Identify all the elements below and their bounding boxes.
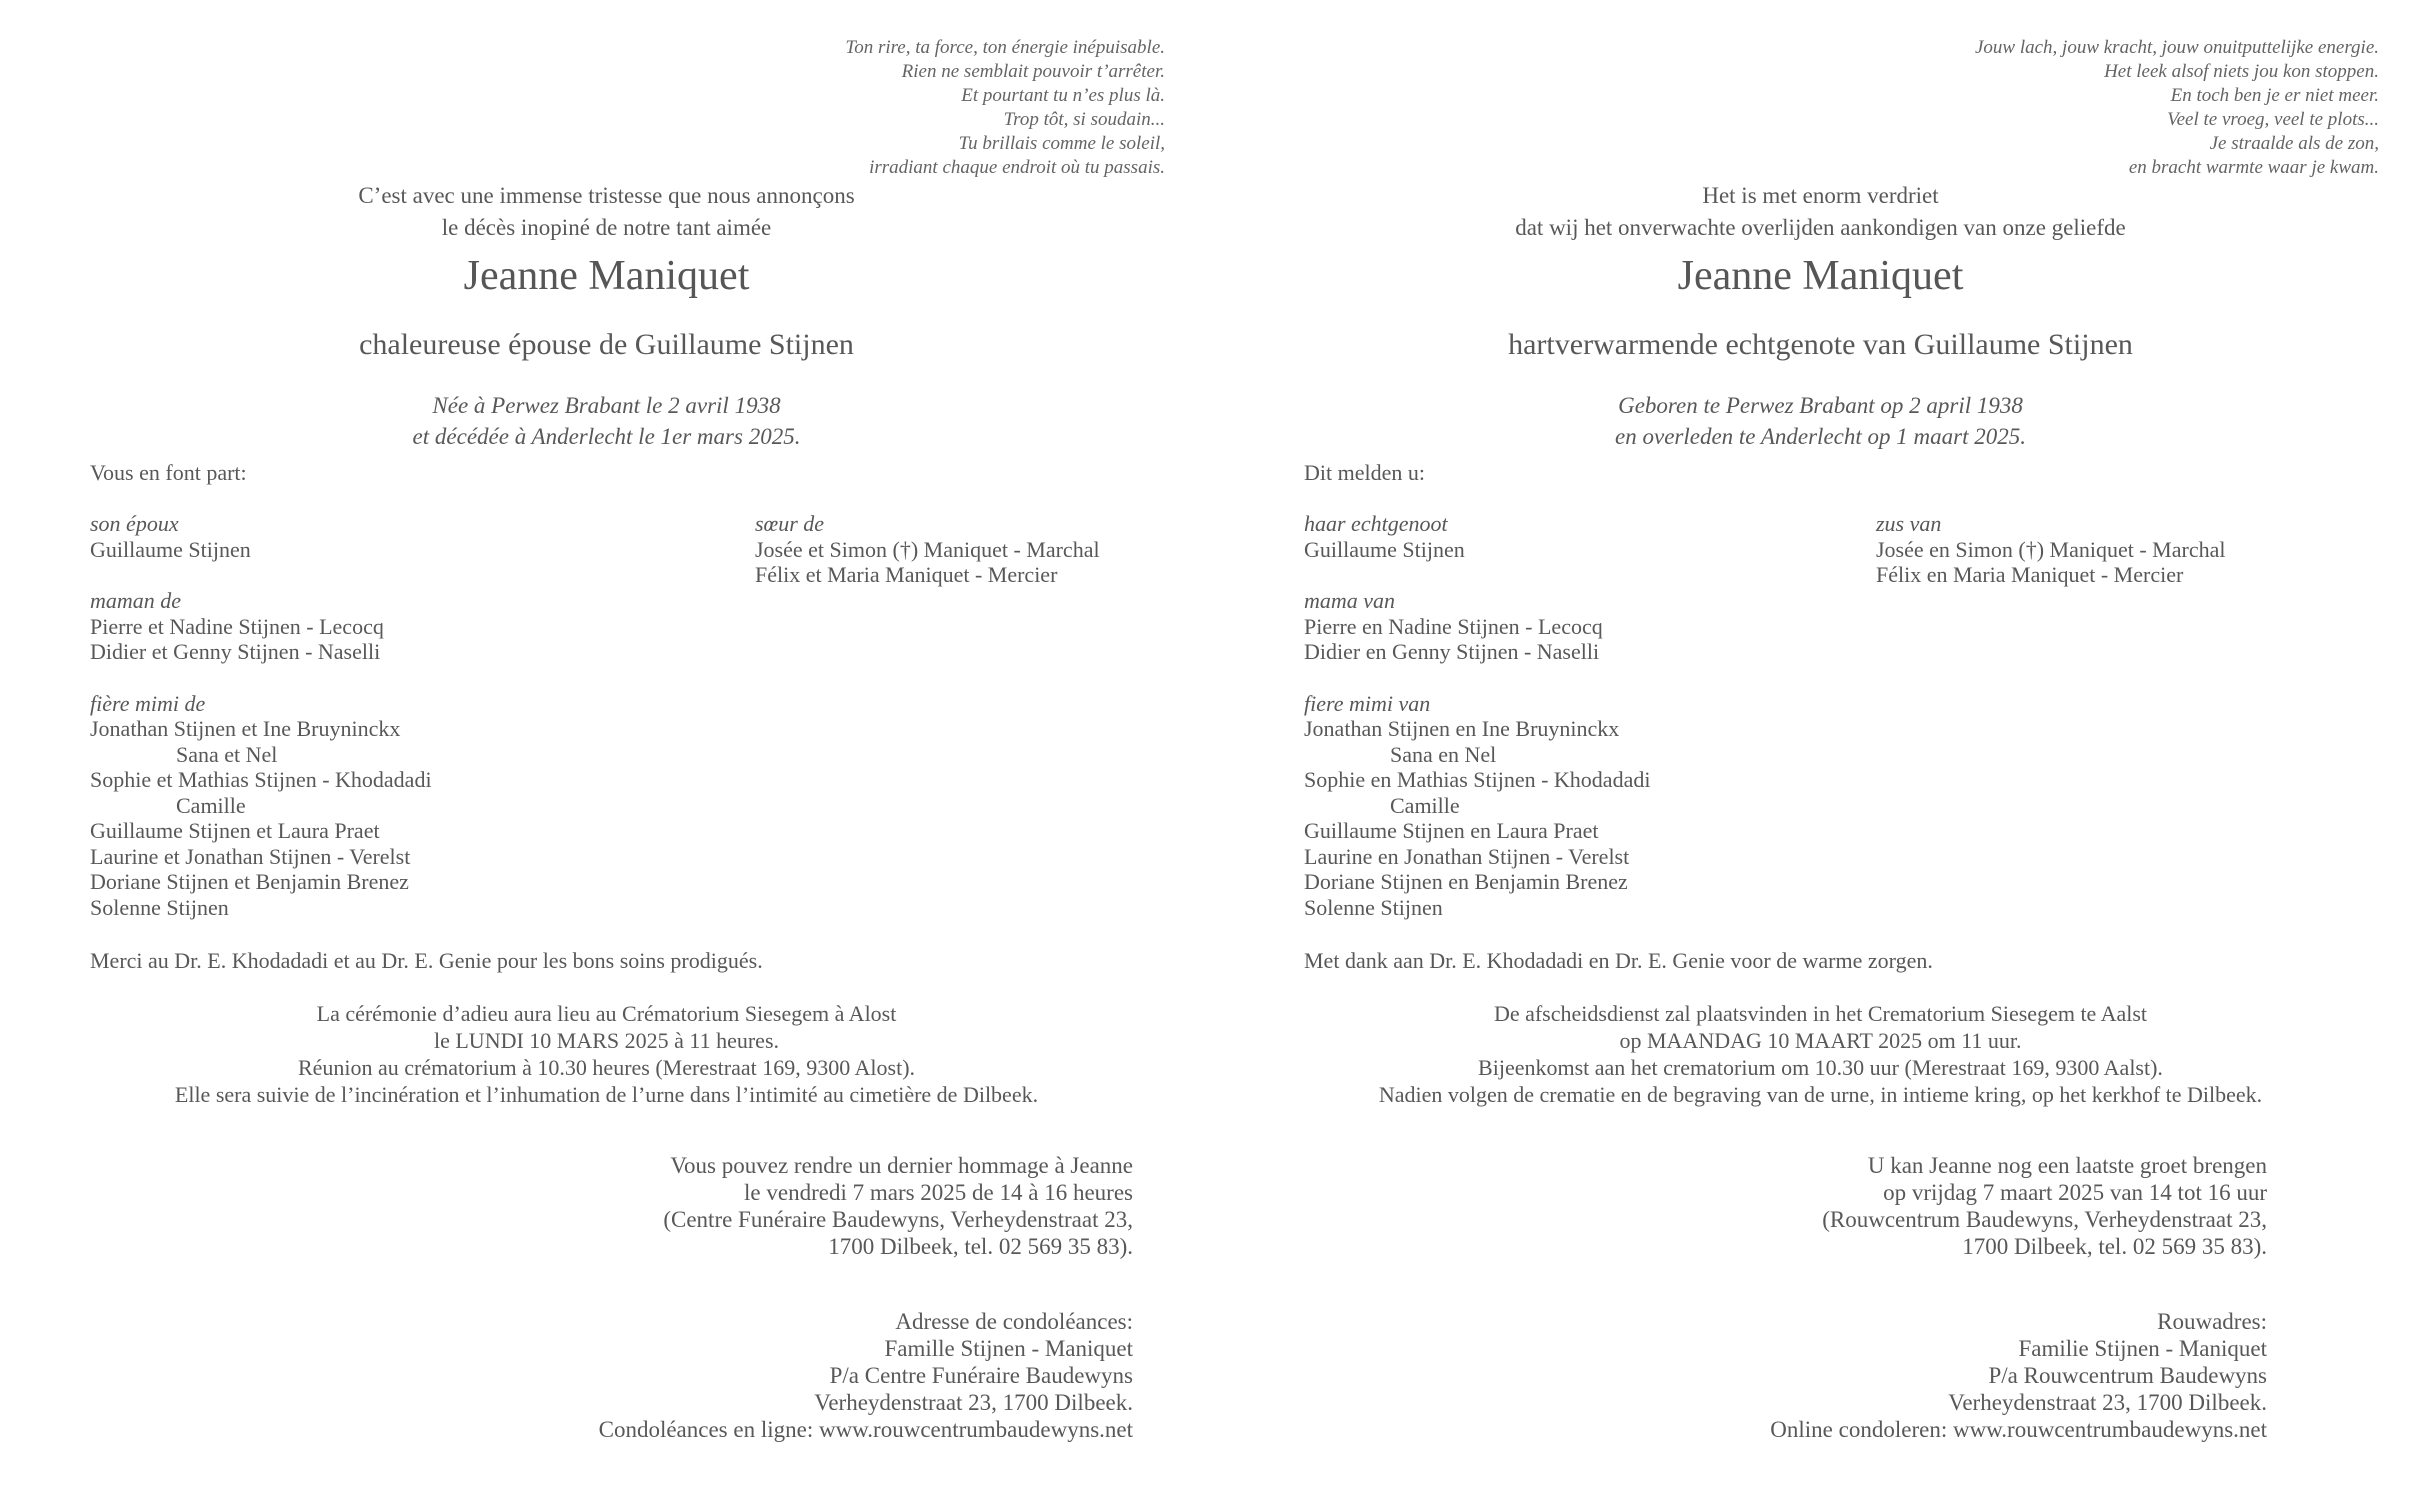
life-dates [0,390,1213,452]
visitation-line: op vrijdag 7 maart 2025 van 14 tot 16 uur [1883,1180,2267,1205]
family-member-line: Guillaume Stijnen en Laura Praet [1304,818,1599,843]
ceremony-line: Nadien volgen de crematie en de begraving van de urne, in intieme kring, op het kerkhof te Dilbeek. [1378,1082,2263,1107]
ceremony-line: op MAANDAG 10 MAART 2025 om 11 uur. [1619,1028,2022,1053]
condolence-line: Adresse de condoléances: [895,1309,1133,1334]
family-column-right [1876,511,2225,588]
announced-by-label: Vous en font part: [90,460,247,485]
family-column-right [755,511,1100,588]
family-member-line: Solenne Stijnen [1304,894,1443,920]
visitation-line: le vendredi 7 mars 2025 de 14 à 16 heures [744,1180,1133,1205]
ceremony-details [0,1000,1213,1108]
family-member-line: Doriane Stijnen en Benjamin Brenez [1304,869,1628,894]
family-member-line: Doriane Stijnen et Benjamin Brenez [90,869,409,894]
poem-line: Je straalde als de zon, [2209,133,2379,154]
family-group-children [1304,588,1650,665]
poem-line: Trop tôt, si soudain... [1003,109,1165,130]
poem-line: Veel te vroeg, veel te plots... [2167,109,2379,130]
family-group-spouse [1304,511,1650,562]
thanks-line: Met dank aan Dr. E. Khodadadi en Dr. E. Genie voor de warme zorgen. [1304,948,1933,973]
family-member-line: Guillaume Stijnen et Laura Praet [90,818,380,843]
poem-line: En toch ben je er niet meer. [2170,85,2379,106]
family-member-line: Sophie et Mathias Stijnen - Khodadadi [90,767,432,792]
family-member-line: Josée et Simon (†) Maniquet - Marchal [755,536,1100,562]
poem-line: Et pourtant tu n’es plus là. [961,85,1165,106]
relation-line: hartverwarmende echtgenote van Guillaume Stijnen [1508,328,2133,361]
poem [845,36,1165,180]
visitation-details [1822,1152,2267,1260]
family-group-grandchildren [1304,691,1650,921]
family-member-line: Solenne Stijnen [90,894,229,920]
family-member-line: Jonathan Stijnen en Ine Bruyninckx [1304,716,1620,741]
poem-line: Het leek alsof niets jou kon stoppen. [2104,61,2379,82]
thanks-line: Merci au Dr. E. Khodadadi et au Dr. E. Genie pour les bons soins prodigués. [90,948,763,973]
deceased-name: Jeanne Maniquet [463,253,750,299]
condolence-address [599,1308,1133,1443]
condolence-line: Verheydenstraat 23, 1700 Dilbeek. [1948,1390,2267,1415]
poem-line: en bracht warmte waar je kwam. [2128,157,2379,178]
visitation-line: 1700 Dilbeek, tel. 02 569 35 83). [1962,1234,2267,1259]
family-member-line: Pierre et Nadine Stijnen - Lecocq [90,613,384,639]
condolence-line: Verheydenstraat 23, 1700 Dilbeek. [814,1390,1133,1415]
poem-line: Jouw lach, jouw kracht, jouw onuitputtelijke energie. [1974,37,2379,58]
family-group-spouse [90,511,432,562]
family-member-line: Didier en Genny Stijnen - Naselli [1304,639,1600,664]
role-label: mama van [1304,588,1396,613]
death-line: en overleden te Anderlecht op 1 maart 2025. [1615,424,2026,449]
family-member-line: Laurine et Jonathan Stijnen - Verelst [90,843,411,869]
announcement [1214,180,2427,244]
family-member-line: Sana et Nel [176,741,278,767]
role-label: fiere mimi van [1304,690,1431,716]
condolence-address [1770,1308,2267,1443]
ceremony-line: Réunion au crématorium à 10.30 heures (Merestraat 169, 9300 Alost). [297,1055,916,1080]
family-group-siblings [755,511,1100,588]
role-label: haar echtgenoot [1304,511,1448,536]
family-member-line: Félix en Maria Maniquet - Mercier [1876,562,2184,587]
announced-by-label: Dit melden u: [1304,460,1425,485]
visitation-line: (Centre Funéraire Baudewyns, Verheydenstraat 23, [663,1207,1133,1232]
family-group-children [90,588,432,665]
condolence-line: Familie Stijnen - Maniquet [2018,1336,2267,1361]
family-member-line: Félix et Maria Maniquet - Mercier [755,562,1058,587]
life-dates [1214,390,2427,452]
death-line: et décédée à Anderlecht le 1er mars 2025. [412,424,801,449]
visitation-details [663,1152,1133,1260]
role-label: son époux [90,511,179,536]
family-member-line: Guillaume Stijnen [1304,536,1465,562]
ceremony-line: le LUNDI 10 MARS 2025 à 11 heures. [433,1028,780,1053]
condolence-line: P/a Rouwcentrum Baudewyns [1988,1363,2267,1388]
family-member-line: Pierre en Nadine Stijnen - Lecocq [1304,613,1603,639]
announcement-line: Het is met enorm verdriet [1702,183,1939,208]
page-dutch [1214,0,2427,1509]
announcement-line: C’est avec une immense tristesse que nous annonçons [358,183,855,208]
ceremony-line: De afscheidsdienst zal plaatsvinden in het Crematorium Siesegem te Aalst [1493,1001,2148,1026]
condolence-website-line: Condoléances en ligne: www.rouwcentrumbaudewyns.net [598,1417,1133,1442]
condolence-line: P/a Centre Funéraire Baudewyns [829,1363,1133,1388]
role-label: maman de [90,588,182,613]
poem-line: Rien ne semblait pouvoir t’arrêter. [901,61,1165,82]
ceremony-line: Bijeenkomst aan het crematorium om 10.30 uur (Merestraat 169, 9300 Aalst). [1478,1055,2163,1080]
birth-line: Née à Perwez Brabant le 2 avril 1938 [432,393,781,418]
condolence-website-line: Online condoleren: www.rouwcentrumbaudewyns.net [1770,1417,2267,1442]
family-member-line: Guillaume Stijnen [90,536,251,562]
visitation-line: U kan Jeanne nog een laatste groet brengen [1867,1153,2267,1178]
family-member-line: Laurine en Jonathan Stijnen - Verelst [1304,843,1630,869]
page-french [0,0,1213,1509]
poem-line: Tu brillais comme le soleil, [958,133,1165,154]
role-label: fière mimi de [90,690,206,716]
family-member-line: Camille [1390,792,1460,818]
family-column-left [90,511,432,920]
family-group-grandchildren [90,691,432,921]
ceremony-line: Elle sera suivie de l’incinération et l’inhumation de l’urne dans l’intimité au cimetière de Dilbeek. [174,1082,1039,1107]
family-member-line: Camille [176,792,246,818]
family-column-left [1304,511,1650,920]
announcement-line: dat wij het onverwachte overlijden aankondigen van onze geliefde [1515,215,2126,240]
poem-line: Ton rire, ta force, ton énergie inépuisable. [845,37,1165,58]
family-member-line: Sana en Nel [1390,741,1497,767]
family-member-line: Didier et Genny Stijnen - Naselli [90,639,381,664]
visitation-line: (Rouwcentrum Baudewyns, Verheydenstraat 23, [1822,1207,2267,1232]
family-member-line: Josée en Simon (†) Maniquet - Marchal [1876,536,2226,562]
ceremony-line: La cérémonie d’adieu aura lieu au Crématorium Siesegem à Alost [316,1001,897,1026]
condolence-line: Rouwadres: [2157,1309,2267,1334]
announcement-line: le décès inopiné de notre tant aimée [441,215,772,240]
role-label: zus van [1876,511,1942,536]
poem-line: irradiant chaque endroit où tu passais. [869,157,1165,178]
role-label: sœur de [755,511,825,536]
deceased-name: Jeanne Maniquet [1677,253,1964,299]
birth-line: Geboren te Perwez Brabant op 2 april 1938 [1618,393,2023,418]
relation-line: chaleureuse épouse de Guillaume Stijnen [359,328,854,361]
family-member-line: Jonathan Stijnen et Ine Bruyninckx [90,716,401,741]
poem [1975,36,2379,180]
family-member-line: Sophie en Mathias Stijnen - Khodadadi [1304,767,1651,792]
visitation-line: Vous pouvez rendre un dernier hommage à Jeanne [670,1153,1133,1178]
ceremony-details [1214,1000,2427,1108]
visitation-line: 1700 Dilbeek, tel. 02 569 35 83). [828,1234,1133,1259]
family-group-siblings [1876,511,2225,588]
condolence-line: Famille Stijnen - Maniquet [884,1336,1133,1361]
announcement [0,180,1213,244]
